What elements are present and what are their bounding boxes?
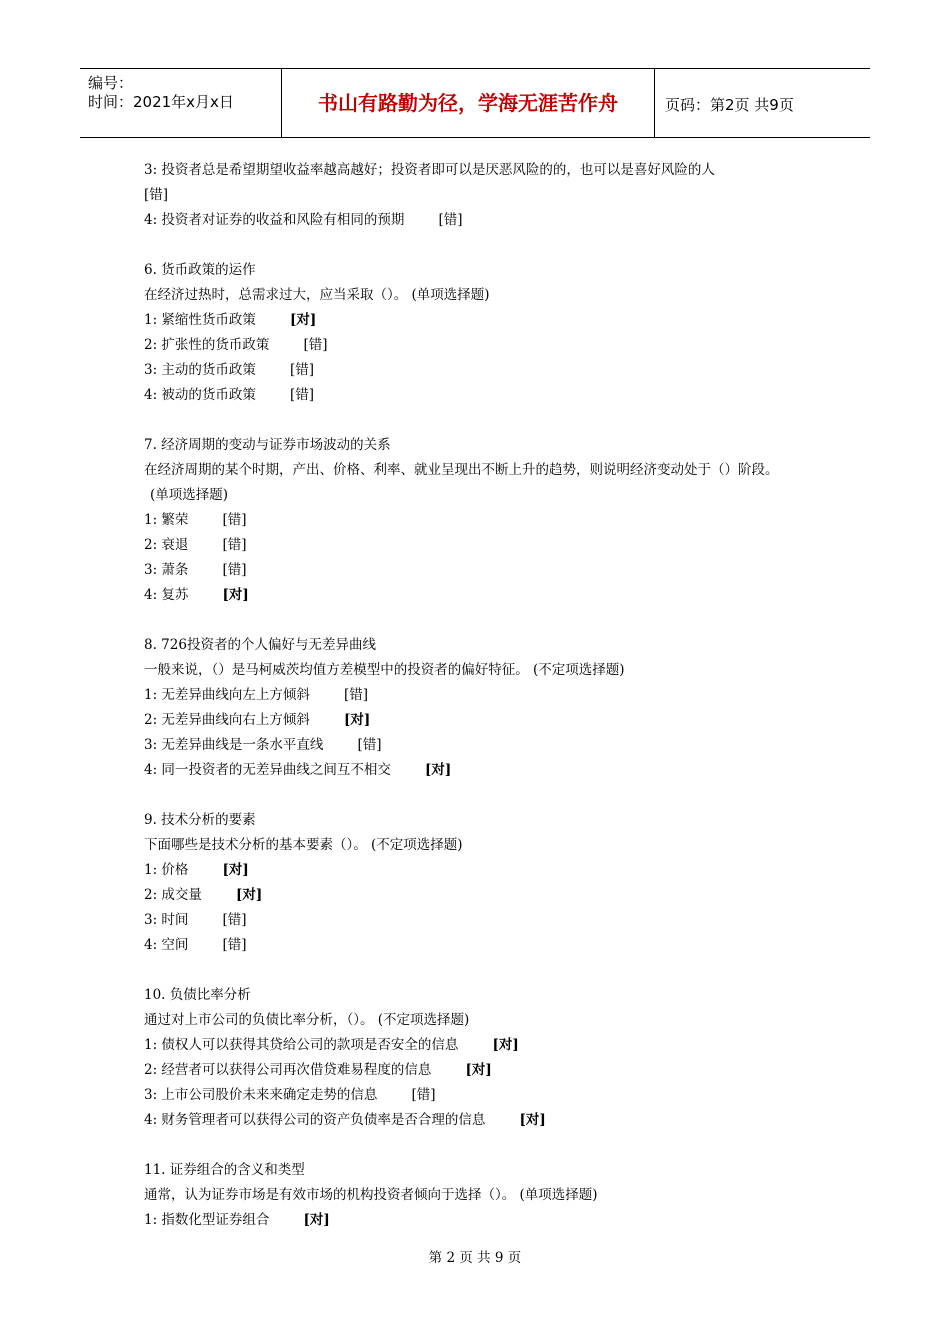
question-stem: 在经济过热时，总需求过大，应当采取（）。 (单项选择题) [144, 287, 490, 303]
question-stem: 一般来说，（）是马柯威茨均值方差模型中的投资者的偏好特征。 (不定项选择题) [144, 662, 625, 678]
question-title: 8. 726投资者的个人偏好与无差异曲线 [144, 637, 376, 653]
option-line: 3: 萧条 [错] [144, 562, 247, 578]
option-line: 4: 被动的货币政策 [错] [144, 383, 844, 408]
option-line: 1: 繁荣 [错] [144, 512, 247, 528]
option-line: 2: 无差异曲线向右上方倾斜 [对] [144, 712, 371, 728]
header-motto: 书山有路勤为径，学海无涯苦作舟 [282, 69, 655, 137]
option-line: 4: 空间 [错] [144, 937, 247, 953]
question-title: 6. 货币政策的运作 [144, 262, 256, 278]
verdict-wrong: [错] [303, 337, 328, 353]
option-line: 3: 主动的货币政策 [错] [144, 358, 844, 383]
verdict-wrong: [错] [289, 362, 314, 378]
header-meta-cell [80, 69, 282, 137]
page-footer: 第 2 页 共 9 页 [428, 1250, 522, 1266]
verdict-correct: [对] [289, 312, 317, 328]
question-title: 11. 证券组合的含义和类型 [144, 1162, 305, 1178]
document-body [144, 158, 844, 1233]
option-line: 3: 投资者总是希望期望收益率越高越好；投资者即可以是厌恶风险的的，也可以是喜好风险的人 [144, 162, 715, 178]
option-line: 3: 时间 [错] [144, 912, 247, 928]
option-line: 2: 经营者可以获得公司再次借贷难易程度的信息 [对] [144, 1062, 492, 1078]
option-line: 1: 债权人可以获得其贷给公司的款项是否安全的信息 [对] [144, 1037, 519, 1053]
option-line: 4: 投资者对证券的收益和风险有相同的预期 [错] [144, 212, 463, 228]
option-verdict: [错] [144, 187, 169, 203]
question-stem: 下面哪些是技术分析的基本要素（）。 (不定项选择题) [144, 837, 463, 853]
option-line: 3: 无差异曲线是一条水平直线 [错] [144, 737, 382, 753]
page-header [80, 68, 870, 138]
option-line: 4: 同一投资者的无差异曲线之间互不相交 [对] [144, 762, 452, 778]
question-type: (单项选择题) [150, 487, 229, 503]
header-page-label: 页码：第2页 共9页 [665, 96, 794, 114]
option-line: 2: 成交量 [对] [144, 887, 263, 903]
question-stem: 在经济周期的某个时期，产出、价格、利率、就业呈现出不断上升的趋势，则说明经济变动处于（）阶段。 [144, 462, 779, 478]
question-title: 10. 负债比率分析 [144, 987, 251, 1003]
option-line: 1: 指数化型证券组合 [对] [144, 1212, 330, 1228]
option-line: 1: 紧缩性货币政策 [对] [144, 308, 844, 333]
option-line: 2: 衰退 [错] [144, 537, 247, 553]
option-line: 4: 复苏 [对] [144, 587, 249, 603]
option-line: 1: 价格 [对] [144, 862, 249, 878]
doc-time-label: 时间：2021年x月x日 [88, 93, 234, 111]
option-line: 4: 财务管理者可以获得公司的资产负债率是否合理的信息 [对] [144, 1112, 546, 1128]
question-stem: 通常，认为证券市场是有效市场的机构投资者倾向于选择（）。 (单项选择题) [144, 1187, 598, 1203]
option-line: 2: 扩张性的货币政策 [错] [144, 333, 844, 358]
option-line: 1: 无差异曲线向左上方倾斜 [错] [144, 687, 368, 703]
option-line: 3: 上市公司股价未来来确定走势的信息 [错] [144, 1087, 436, 1103]
verdict-wrong: [错] [289, 387, 314, 403]
question-title: 7. 经济周期的变动与证券市场波动的关系 [144, 437, 391, 453]
question-title: 9. 技术分析的要素 [144, 812, 256, 828]
doc-number-label: 编号： [88, 74, 134, 92]
question-stem: 通过对上市公司的负债比率分析，（）。 (不定项选择题) [144, 1012, 470, 1028]
